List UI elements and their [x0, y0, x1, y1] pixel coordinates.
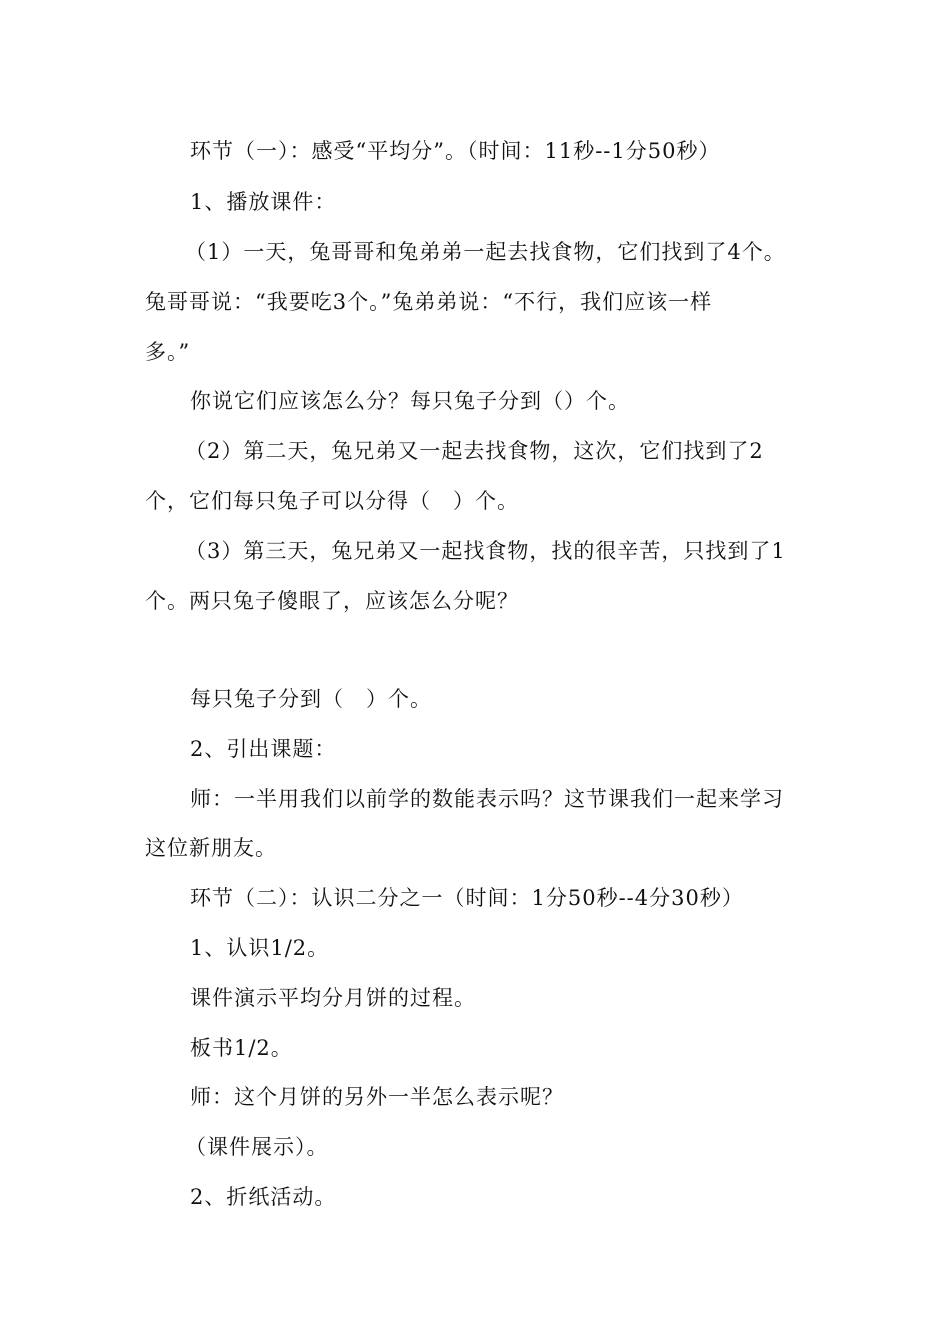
paragraph-line: （2）第二天，兔兄弟又一起去找食物，这次，它们找到了2 [185, 439, 764, 463]
paragraph-line: 多。” [145, 340, 191, 364]
paragraph-line: （1）一天，兔哥哥和兔弟弟一起去找食物，它们找到了4个。 [185, 240, 786, 264]
step-heading: 1、播放课件： [190, 190, 337, 214]
question-line: 每只兔子分到（ ）个。 [190, 687, 432, 711]
paragraph-line: （课件展示）。 [185, 1135, 329, 1159]
section-heading-1: 环节（一）：感受“平均分”。（时间：11秒--1分50秒） [190, 139, 721, 163]
paragraph-line: 师：这个月饼的另外一半怎么表示呢？ [190, 1085, 564, 1109]
paragraph-line: 兔哥哥说：“我要吃3个。”兔弟弟说：“不行，我们应该一样 [145, 290, 713, 314]
paragraph-line: 课件演示平均分月饼的过程。 [190, 986, 476, 1010]
paragraph-line: （3）第三天，兔兄弟又一起找食物，找的很辛苦，只找到了1 [185, 539, 786, 563]
paragraph-line: 板书1/2。 [190, 1036, 293, 1060]
step-heading: 2、引出课题： [190, 737, 337, 761]
paragraph-line: 个，它们每只兔子可以分得（ ）个。 [145, 489, 519, 513]
paragraph-line: 个。两只兔子傻眼了，应该怎么分呢？ [145, 589, 519, 613]
step-heading: 2、折纸活动。 [190, 1185, 337, 1209]
step-heading: 1、认识1/2。 [190, 936, 330, 960]
paragraph-line: 这位新朋友。 [145, 836, 277, 860]
paragraph-line: 师：一半用我们以前学的数能表示吗？这节课我们一起来学习 [190, 787, 784, 811]
section-heading-2: 环节（二）：认识二分之一（时间：1分50秒--4分30秒） [190, 886, 744, 910]
question-line: 你说它们应该怎么分？每只兔子分到（）个。 [190, 389, 630, 413]
